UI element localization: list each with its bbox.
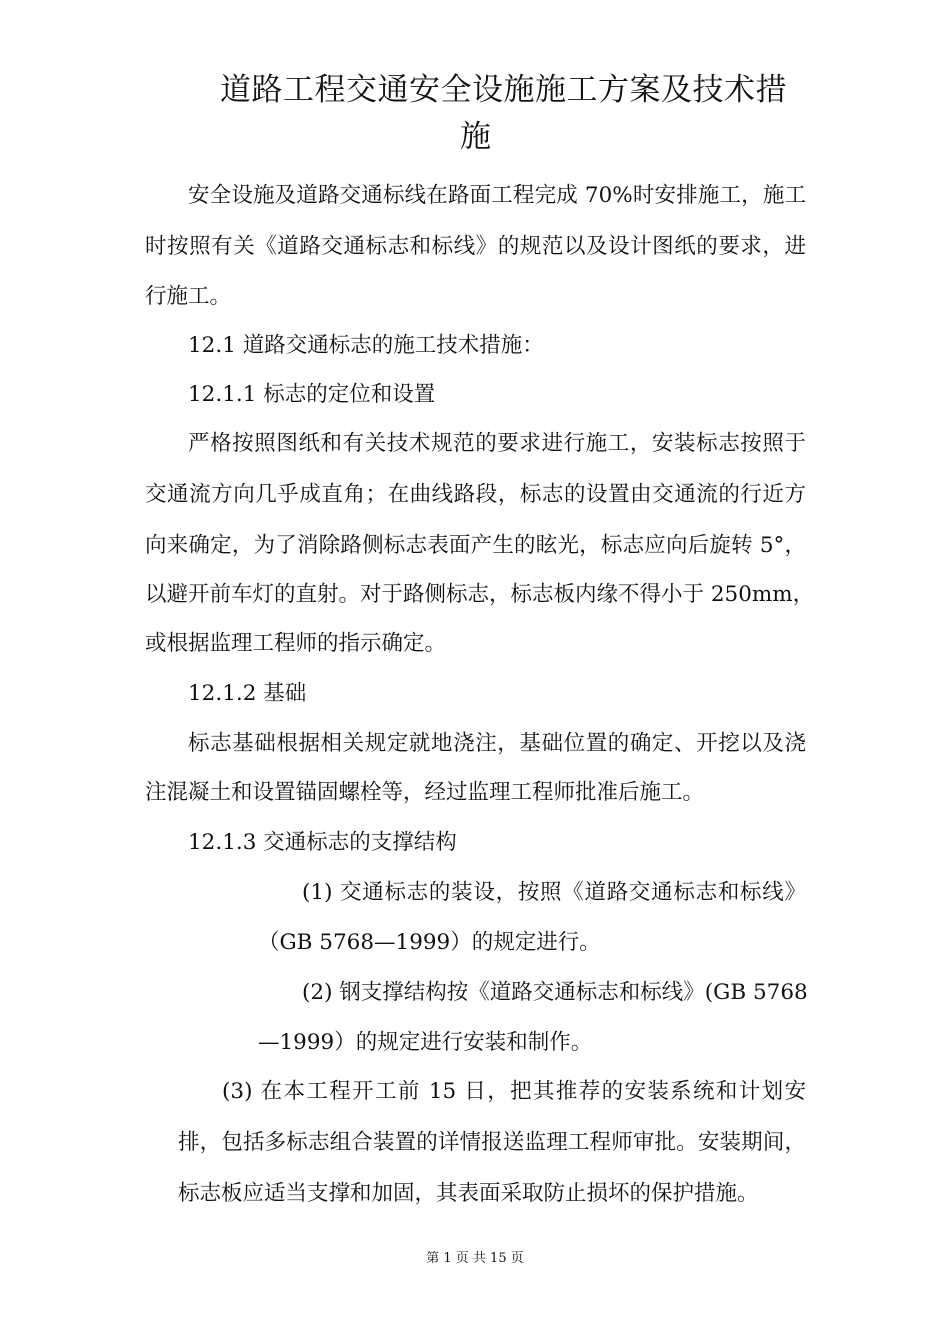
paragraph-2-line-5: 或根据监理工程师的指示确定。 [145, 631, 447, 656]
paragraph-1-line-1: 安全设施及道路交通标线在路面工程完成 70%时安排施工，施工 [188, 183, 806, 208]
list-item-2-line-2: —1999）的规定进行安装和制作。 [258, 1030, 593, 1055]
document-title-line-1: 道路工程交通安全设施施工方案及技术措 [220, 72, 787, 108]
paragraph-1-line-2: 时按照有关《道路交通标志和标线》的规范以及设计图纸的要求，进 [145, 234, 806, 259]
section-heading-12-1-3: 12.1.3 交通标志的支撑结构 [188, 830, 457, 855]
paragraph-2-line-3: 向来确定，为了消除路侧标志表面产生的眩光，标志应向后旋转 5°， [145, 533, 806, 558]
document-title-line-2: 施 [460, 119, 492, 155]
paragraph-1-line-3: 行施工。 [145, 284, 232, 309]
list-item-3-line-1: (3) 在本工程开工前 15 日，把其推荐的安装系统和计划安 [222, 1079, 806, 1104]
paragraph-2-line-2: 交通流方向几乎成直角；在曲线路段，标志的设置由交通流的行近方 [145, 482, 806, 507]
list-item-3-line-3: 标志板应适当支撑和加固，其表面采取防止损坏的保护措施。 [178, 1181, 759, 1206]
section-heading-12-1-1: 12.1.1 标志的定位和设置 [188, 382, 436, 407]
paragraph-3-line-2: 注混凝土和设置锚固螺栓等，经过监理工程师批准后施工。 [145, 780, 705, 805]
page-number-footer: 第 1 页 共 15 页 [426, 1251, 524, 1266]
list-item-1-line-1: (1) 交通标志的装设，按照《道路交通标志和标线》 [302, 880, 806, 905]
list-item-1-line-2: （GB 5768—1999）的规定进行。 [258, 930, 601, 955]
section-heading-12-1-2: 12.1.2 基础 [188, 681, 307, 706]
list-item-2-line-1: (2) 钢支撑结构按《道路交通标志和标线》(GB 5768 [302, 980, 808, 1005]
paragraph-3-line-1: 标志基础根据相关规定就地浇注，基础位置的确定、开挖以及浇 [188, 731, 806, 756]
list-item-3-line-2: 排，包括多标志组合装置的详情报送监理工程师审批。安装期间， [178, 1130, 806, 1155]
paragraph-2-line-1: 严格按照图纸和有关技术规范的要求进行施工，安装标志按照于 [188, 431, 806, 456]
section-heading-12-1: 12.1 道路交通标志的施工技术措施： [188, 333, 544, 358]
paragraph-2-line-4: 以避开前车灯的直射。对于路侧标志，标志板内缘不得小于 250mm， [145, 582, 815, 607]
